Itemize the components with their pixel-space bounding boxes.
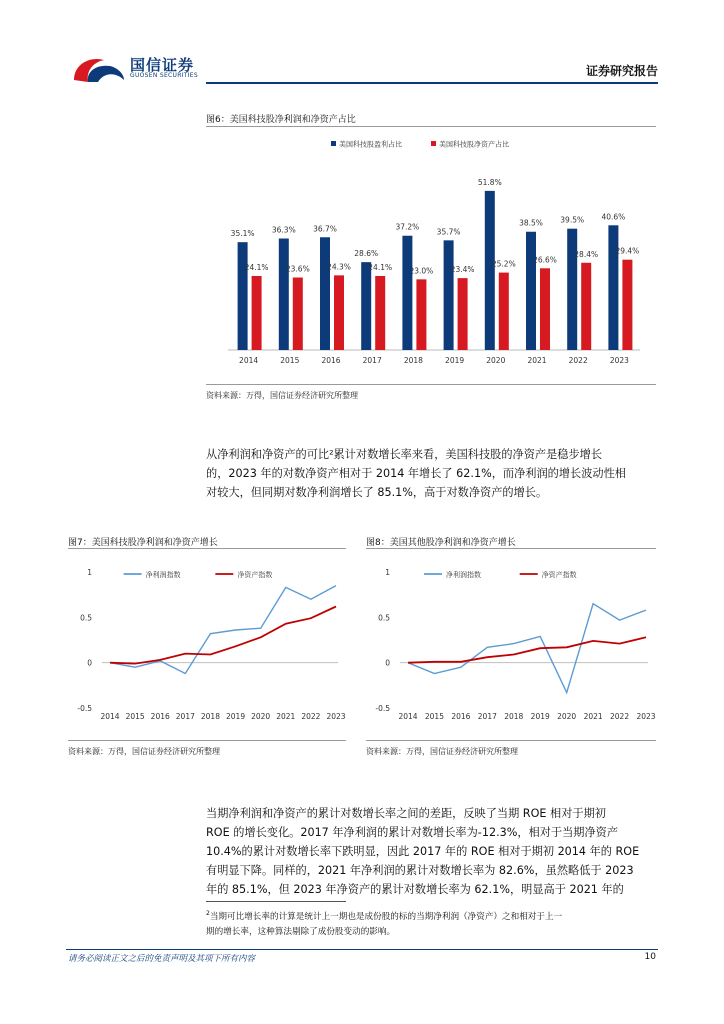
paragraph-2-line: 当期净利润和净资产的累计对数增长率之间的差距，反映了当期 ROE 相对于期初 <box>206 807 606 820</box>
figure6-bottom-rule <box>206 384 656 385</box>
x-tick-label: 2022 <box>301 712 321 721</box>
footnote <box>206 906 656 940</box>
guosen-logo-icon <box>70 50 128 86</box>
bar-profit <box>238 242 248 350</box>
figure8-top-rule <box>366 548 656 549</box>
series-line-asset <box>408 637 646 662</box>
x-tick-label: 2019 <box>530 712 550 721</box>
footnote-rule <box>206 901 346 902</box>
legend-swatch <box>431 141 436 146</box>
legend-label: 净资产指数 <box>541 571 577 579</box>
data-label: 39.5% <box>560 215 585 225</box>
data-label: 28.4% <box>574 249 599 259</box>
figure6-title: 图6：美国科技股净利润和净资产占比 <box>206 115 356 125</box>
page-number: 10 <box>644 952 656 962</box>
bar-profit <box>402 236 412 350</box>
figure7-top-rule <box>68 548 346 549</box>
figure8-title: 图8：美国其他股净利润和净资产增长 <box>366 538 516 548</box>
x-tick-label: 2017 <box>362 356 382 365</box>
figure6-top-rule <box>206 126 656 127</box>
footnote-line: 期的增长率，这种算法剔除了成份股变动的影响。 <box>206 926 396 937</box>
data-label: 24.3% <box>327 262 351 272</box>
legend-swatch <box>331 141 336 146</box>
y-tick-label: 0 <box>385 658 390 668</box>
data-label: 26.6% <box>533 255 557 265</box>
data-label: 24.1% <box>244 262 269 272</box>
x-tick-label: 2020 <box>251 712 271 721</box>
y-tick-label: 0.5 <box>378 613 390 623</box>
legend-label: 美国科技股盈利占比 <box>339 140 402 149</box>
footnote-marker: 2 <box>206 910 210 917</box>
bar-asset <box>375 276 385 350</box>
y-tick-label: -0.5 <box>77 704 92 713</box>
data-label: 29.4% <box>615 246 640 256</box>
data-label: 36.7% <box>313 224 337 234</box>
figure6-chart <box>206 130 656 375</box>
figure7-source: 资料来源：万得，国信证券经济研究所整理 <box>68 747 220 756</box>
data-label: 37.2% <box>395 222 420 232</box>
paragraph-2-line: 有明显下降。同样的，2021 年净利润的累计对数增长率为 82.6%，虽然略低于 2023 <box>206 864 634 877</box>
legend-label: 净利润指数 <box>145 571 181 579</box>
paragraph-1-line: 从净利润和净资产的可比²累计对数增长率来看，美国科技股的净资产是稳步增长 <box>206 448 603 461</box>
x-tick-label: 2014 <box>239 356 259 365</box>
bar-asset <box>540 268 550 350</box>
x-tick-label: 2019 <box>226 712 246 721</box>
x-tick-label: 2021 <box>583 712 603 721</box>
company-name: 国信证券 <box>130 56 195 74</box>
data-label: 23.6% <box>285 264 310 274</box>
x-tick-label: 2020 <box>557 712 577 721</box>
x-tick-label: 2021 <box>527 356 547 365</box>
legend-label: 净资产指数 <box>237 571 273 579</box>
x-tick-label: 2022 <box>610 712 630 721</box>
bar-asset <box>416 279 426 350</box>
footnote-text: 当期可比增长率的计算是统计上一期也是成份股的标的当期净利润（净资产）之和相对于上一 <box>209 911 563 922</box>
data-label: 51.8% <box>477 177 502 187</box>
paragraph-1-line: 对较大，但同期对数净利润增长了 85.1%，高于对数净资产的增长。 <box>206 486 548 499</box>
bar-asset <box>499 273 509 350</box>
footer-divider <box>66 949 658 950</box>
x-tick-label: 2020 <box>486 356 506 365</box>
legend-label: 净利润指数 <box>446 571 481 579</box>
figure8-chart <box>366 556 656 728</box>
figure8-source: 资料来源：万得，国信证券经济研究所整理 <box>366 747 518 756</box>
y-tick-label: 1 <box>385 568 390 577</box>
bar-profit <box>320 237 330 350</box>
bar-asset <box>334 275 344 350</box>
data-label: 35.1% <box>230 229 255 239</box>
data-label: 24.1% <box>368 262 393 272</box>
x-tick-label: 2018 <box>200 712 220 721</box>
x-tick-label: 2018 <box>403 356 423 365</box>
x-tick-label: 2016 <box>150 712 170 721</box>
data-label: 40.6% <box>601 212 626 222</box>
paragraph-1-line: 的，2023 年的对数净资产相对于 2014 年增长了 62.1%，而净利润的增长波动性相 <box>206 467 626 480</box>
figure8-bottom-rule <box>366 740 656 741</box>
x-tick-label: 2023 <box>609 356 629 365</box>
x-tick-label: 2017 <box>175 712 195 721</box>
bar-profit <box>526 232 536 350</box>
company-name-en: GUOSEN SECURITIES <box>130 72 199 79</box>
figure7-title: 图7：美国科技股净利润和净资产增长 <box>68 538 218 548</box>
bar-profit <box>444 240 454 350</box>
data-label: 28.6% <box>354 249 379 259</box>
paragraph-2-line: ROE 的增长变化。2017 年净利润的累计对数增长率为-12.3%，相对于当期净资产 <box>206 826 619 839</box>
paragraph-2-line: 10.4%的累计对数增长率下跌明显，因此 2017 年的 ROE 相对于期初 2014 年的 ROE <box>206 845 640 858</box>
series-line-asset <box>110 607 336 664</box>
x-tick-label: 2014 <box>398 712 418 721</box>
report-type: 证券研究报告 <box>585 64 658 78</box>
bar-asset <box>581 263 591 350</box>
bar-asset <box>252 276 262 350</box>
figure7-chart <box>68 556 346 728</box>
y-tick-label: 0.5 <box>80 613 92 623</box>
x-tick-label: 2023 <box>636 712 656 721</box>
bar-asset <box>622 260 632 350</box>
data-label: 23.0% <box>409 266 434 276</box>
x-tick-label: 2015 <box>125 712 145 721</box>
guosen-logo <box>70 50 128 86</box>
data-label: 36.3% <box>271 225 296 235</box>
bar-profit <box>567 229 577 350</box>
paragraph-2-line: 年的 85.1%，但 2023 年净资产的累计对数增长率为 62.1%，明显高于 2021 年的 <box>206 883 624 896</box>
x-tick-label: 2021 <box>276 712 296 721</box>
x-tick-label: 2023 <box>326 712 346 721</box>
x-tick-label: 2018 <box>504 712 524 721</box>
paragraph-1 <box>206 445 656 502</box>
y-tick-label: -0.5 <box>375 704 390 713</box>
x-tick-label: 2016 <box>451 712 471 721</box>
y-tick-label: 0 <box>87 658 92 668</box>
legend-label: 美国科技股净资产占比 <box>439 140 509 149</box>
bar-asset <box>293 278 303 350</box>
footnote-line <box>206 906 656 925</box>
x-tick-label: 2017 <box>477 712 497 721</box>
data-label: 35.7% <box>436 227 461 237</box>
x-tick-label: 2019 <box>445 356 465 365</box>
paragraph-2 <box>206 804 656 899</box>
header-divider <box>206 82 658 84</box>
bar-asset <box>458 278 468 350</box>
bar-profit <box>485 191 495 350</box>
y-tick-label: 1 <box>87 568 92 577</box>
bar-profit <box>608 225 618 350</box>
x-tick-label: 2015 <box>280 356 300 365</box>
series-line-profit <box>110 586 336 674</box>
x-tick-label: 2022 <box>568 356 588 365</box>
figure7-bottom-rule <box>68 740 346 741</box>
bar-profit <box>279 238 289 350</box>
bar-profit <box>361 262 371 350</box>
series-line-profit <box>408 604 646 693</box>
data-label: 25.2% <box>491 259 516 269</box>
x-tick-label: 2015 <box>424 712 444 721</box>
figure6-source: 资料来源：万得，国信证券经济研究所整理 <box>206 391 358 400</box>
footer-disclaimer: 请务必阅读正文之后的免责声明及其项下所有内容 <box>68 954 256 964</box>
x-tick-label: 2016 <box>321 356 341 365</box>
data-label: 38.5% <box>519 218 543 228</box>
data-label: 23.4% <box>450 265 475 275</box>
x-tick-label: 2014 <box>100 712 120 721</box>
